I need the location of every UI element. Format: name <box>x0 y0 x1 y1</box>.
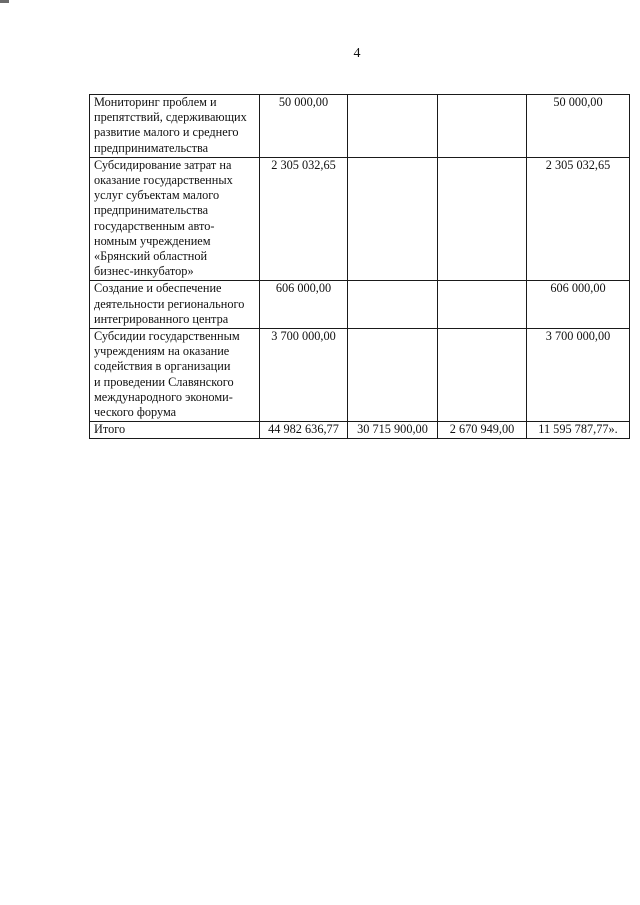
amount-cell-2 <box>348 329 438 422</box>
total-amount-cell: 2 305 032,65 <box>260 157 348 281</box>
scan-corner-mark <box>0 0 9 3</box>
total-amount-cell: 606 000,00 <box>260 281 348 329</box>
total-amount-3: 2 670 949,00 <box>438 422 527 439</box>
amount-cell-4: 2 305 032,65 <box>527 157 630 281</box>
row-name: Создание и обеспечение деятельности регионального интегрированного центра <box>94 281 245 326</box>
table-row <box>90 95 630 158</box>
amount-cell-2 <box>348 281 438 329</box>
amount-cell-4: 50 000,00 <box>527 95 630 158</box>
table-row <box>90 329 630 422</box>
amount-cell-2 <box>348 95 438 158</box>
amount-cell-4: 3 700 000,00 <box>527 329 630 422</box>
row-name-cell <box>90 281 260 329</box>
total-amount-cell: 50 000,00 <box>260 95 348 158</box>
total-amount-cell: 3 700 000,00 <box>260 329 348 422</box>
budget-table <box>89 94 630 439</box>
row-name-cell <box>90 329 260 422</box>
row-name: Субсидии государственным учреждениям на оказание содействия в организации и проведении Славянского международного экономи- ческого форума <box>94 329 240 420</box>
amount-cell-3 <box>438 281 527 329</box>
row-name: Мониторинг проблем и препятствий, сдерживающих развитие малого и среднего предпринимательства <box>94 95 247 155</box>
total-row <box>90 422 630 439</box>
total-label: Итого <box>90 422 260 439</box>
total-amount-4: 11 595 787,77». <box>527 422 630 439</box>
grand-total-amount: 44 982 636,77 <box>260 422 348 439</box>
row-name: Субсидирование затрат на оказание государственных услуг субъектам малого предпринимательства государственным авто- номным учреждением «Брянский областной бизнес-инкубатор» <box>94 157 233 279</box>
table-row <box>90 157 630 281</box>
amount-cell-3 <box>438 157 527 281</box>
row-name-cell <box>90 95 260 158</box>
total-amount-2: 30 715 900,00 <box>348 422 438 439</box>
amount-cell-4: 606 000,00 <box>527 281 630 329</box>
page-number: 4 <box>353 46 361 61</box>
amount-cell-3 <box>438 329 527 422</box>
amount-cell-3 <box>438 95 527 158</box>
row-name-cell <box>90 157 260 281</box>
table-row <box>90 281 630 329</box>
amount-cell-2 <box>348 157 438 281</box>
